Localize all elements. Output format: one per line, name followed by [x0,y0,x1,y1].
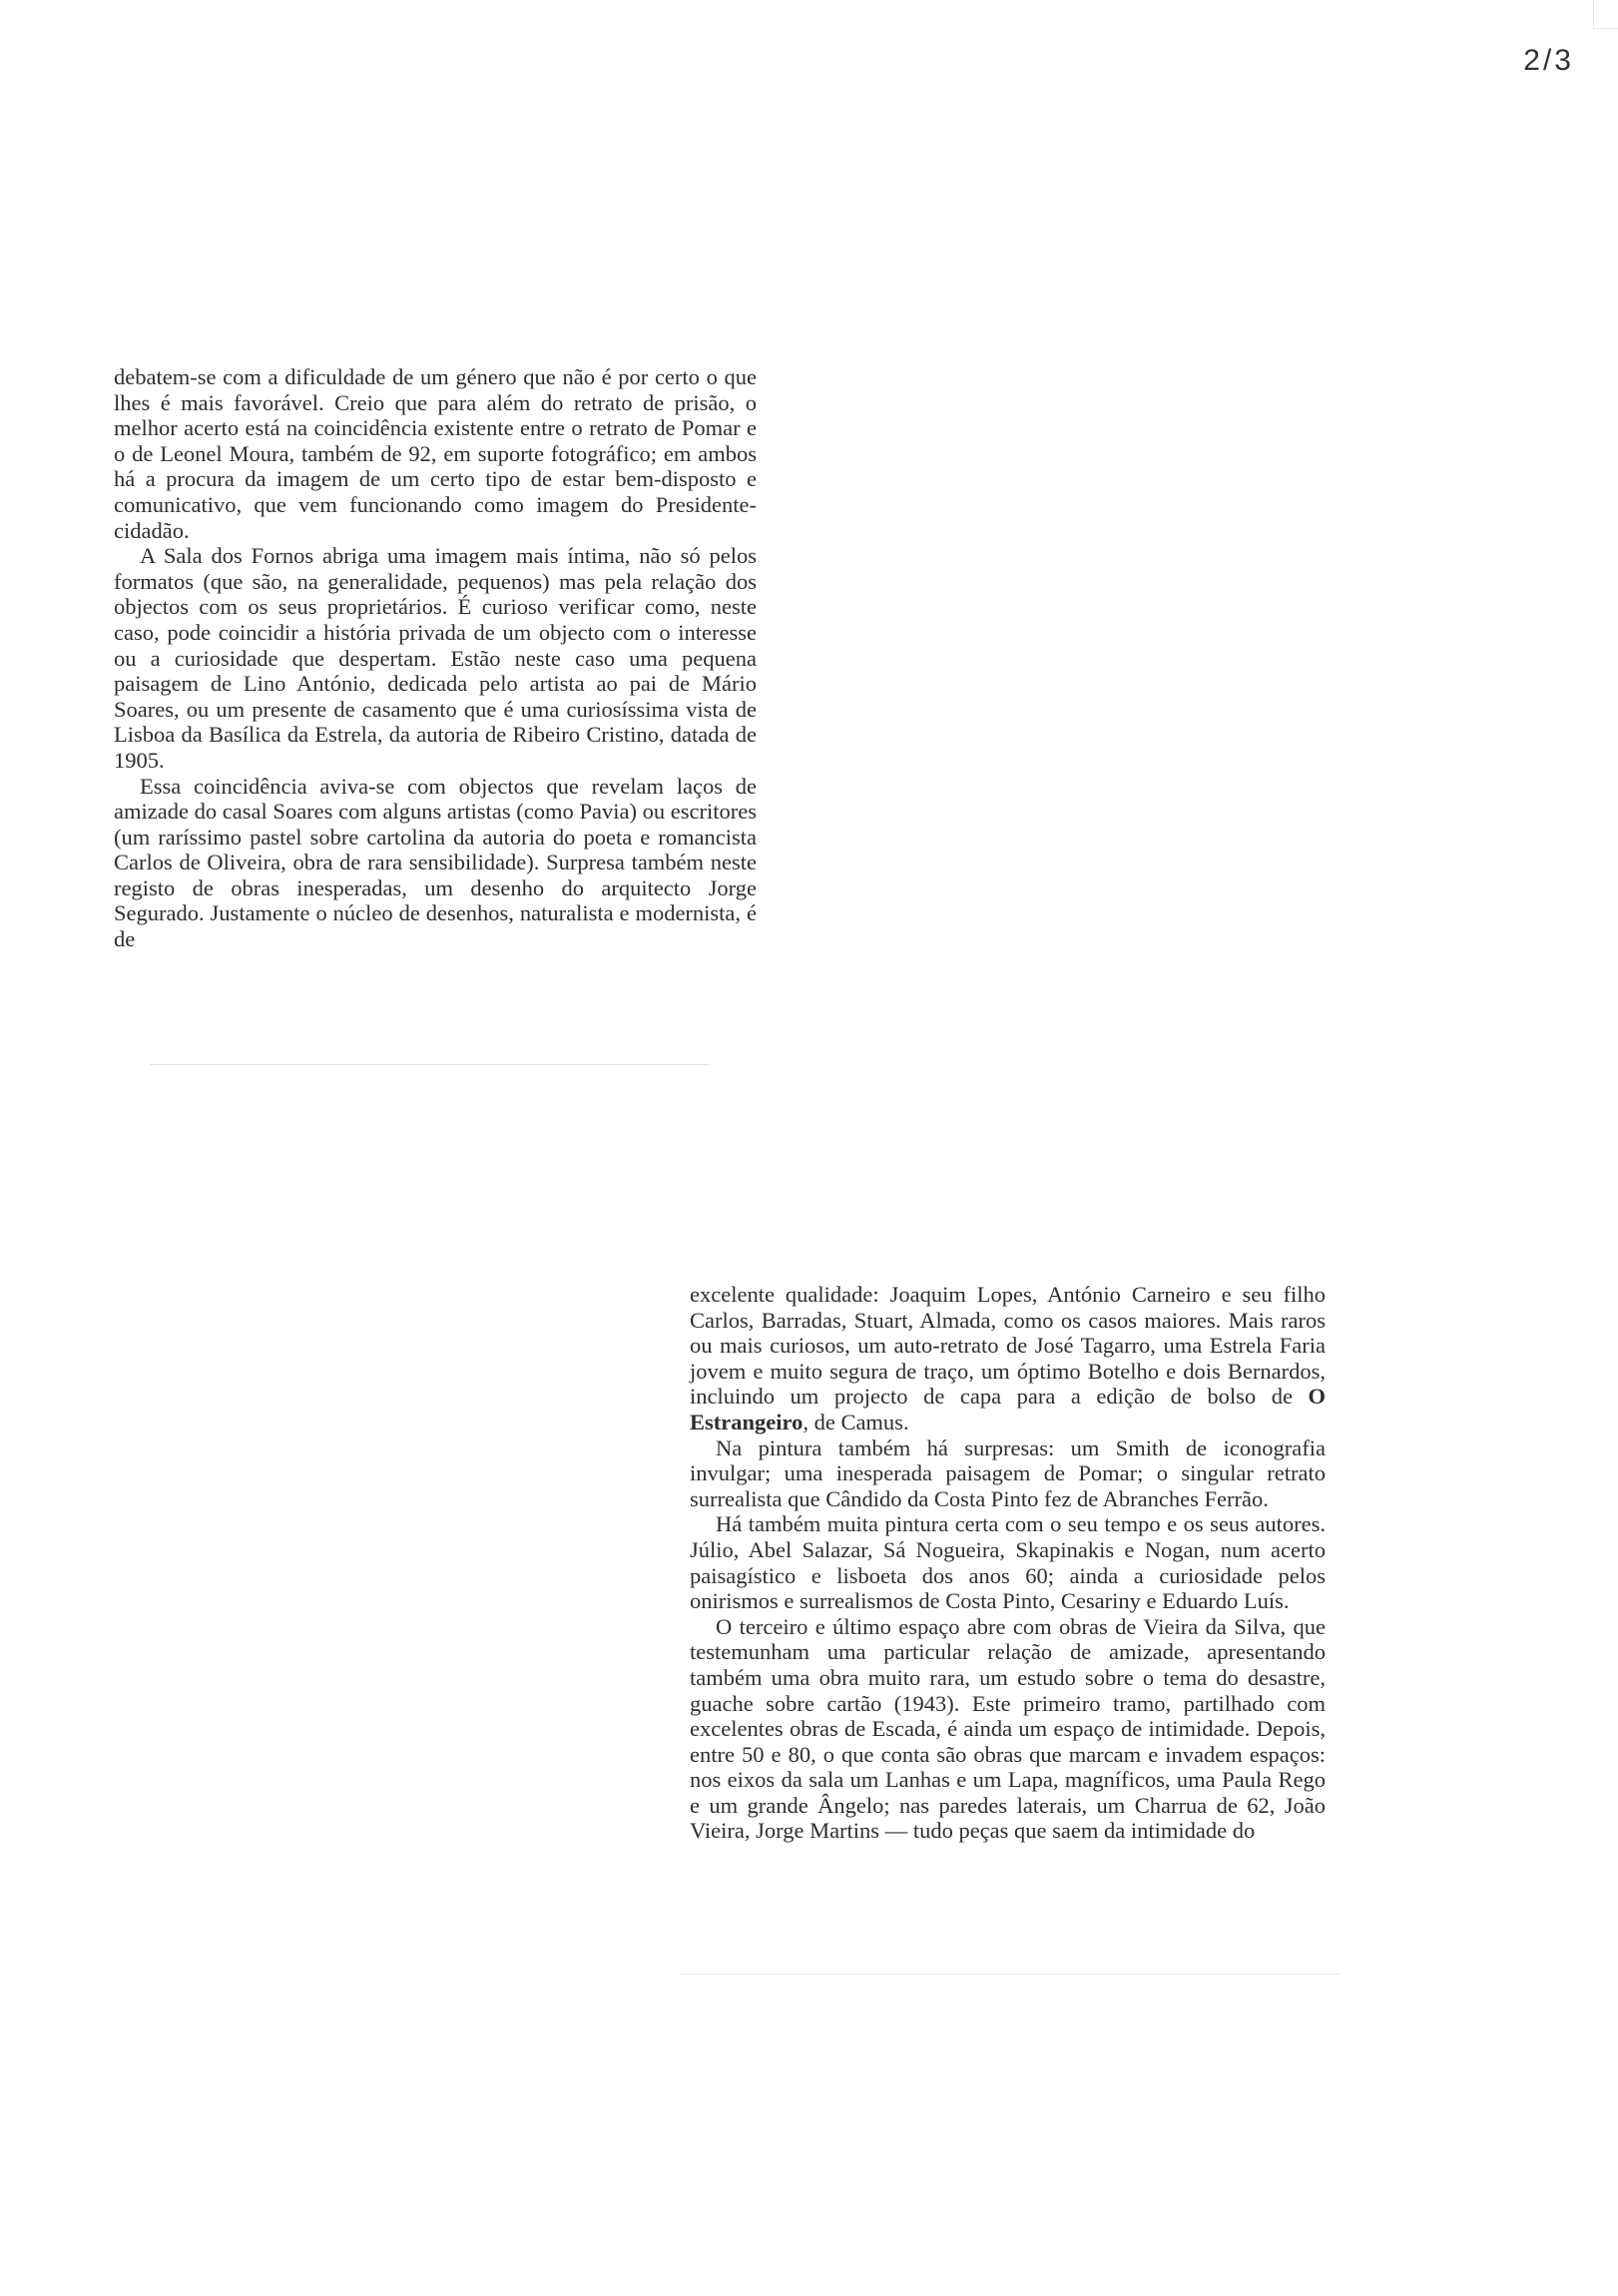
article-paragraph: A Sala dos Fornos abriga uma imagem mais íntima, não só pelos formatos (que são, na generalidade, pequenos) mas pela relação dos objectos com os seus proprietários. É curioso verificar como, neste caso, pode coincidir a história privada de um objecto com o interesse ou a curiosidade que despertam. Estão neste caso uma pequena paisagem de Lino António, dedicada pelo artista ao pai de Mário Soares, ou um presente de casamento que é uma curiosíssima vista de Lisboa da Basílica da Estrela, da autoria de Ribeiro Cristino, datada de 1905. [114,543,757,773]
article-paragraph: Na pintura também há surpresas: um Smith de iconografia invulgar; uma inesperada paisagem de Pomar; o singular retrato surrealista que Cândido da Costa Pinto fez de Abranches Ferrão. [690,1435,1326,1511]
article-paragraph [690,1282,1326,1435]
scan-corner-mark [1593,0,1618,29]
scan-edge-line [681,1974,1340,1975]
article-paragraph: O terceiro e último espaço abre com obras de Vieira da Silva, que testemunham uma particular relação de amizade, apresentando também uma obra muito rara, um estudo sobre o tema do desastre, guache sobre cartão (1943). Este primeiro tramo, partilhado com excelentes obras de Escada, é ainda um espaço de intimidade. Depois, entre 50 e 80, o que conta são obras que marcam e invadem espaços: nos eixos da sala um Lanhas e um Lapa, magníficos, uma Paula Rego e um grande Ângelo; nas paredes laterais, um Charrua de 62, João Vieira, Jorge Martins — tudo peças que saem da intimidade do [690,1613,1326,1844]
article-paragraph: Há também muita pintura certa com o seu tempo e os seus autores. Júlio, Abel Salazar, Sá Nogueira, Skapinakis e Nogan, num acerto paisagístico e lisboeta dos anos 60; ainda a curiosidade pelos onirismos e surrealismos de Costa Pinto, Cesariny e Eduardo Luís. [690,1511,1326,1614]
paragraph-text: , de Camus. [803,1409,909,1435]
article-paragraph: Essa coincidência aviva-se com objectos que revelam laços de amizade do casal Soares com alguns artistas (como Pavia) ou escritores (um raríssimo pastel sobre cartolina da autoria do poeta e romancista Carlos de Oliveira, obra de rara sensibilidade). Surpresa também neste registo de obras inesperadas, um desenho do arquitecto Jorge Segurado. Justamente o núcleo de desenhos, naturalista e modernista, é de [114,773,757,952]
scan-edge-line [150,1064,709,1065]
paragraph-text: excelente qualidade: Joaquim Lopes, António Carneiro e seu filho Carlos, Barradas, Stuart, Almada, como os casos maiores. Mais raros ou mais curiosos, um auto-retrato de José Tagarro, uma Estrela Faria jovem e muito segura de traço, um óptimo Botelho e dois Bernardos, incluindo um projecto de capa para a edição de bolso de [690,1282,1326,1410]
page-number: 2/3 [1523,44,1574,77]
article-clipping-top [114,364,757,952]
book-title: O Estrangeiro [690,1384,1326,1435]
article-paragraph: debatem-se com a dificuldade de um género que não é por certo o que lhes é mais favorável. Creio que para além do retrato de prisão, o melhor acerto está na coincidência existente entre o retrato de Pomar e o de Leonel Moura, também de 92, em suporte fotográfico; em ambos há a procura da imagem de um certo tipo de estar bem-disposto e comunicativo, que vem funcionando como imagem do Presidente-cidadão. [114,364,757,543]
article-clipping-bottom [690,1282,1326,1844]
